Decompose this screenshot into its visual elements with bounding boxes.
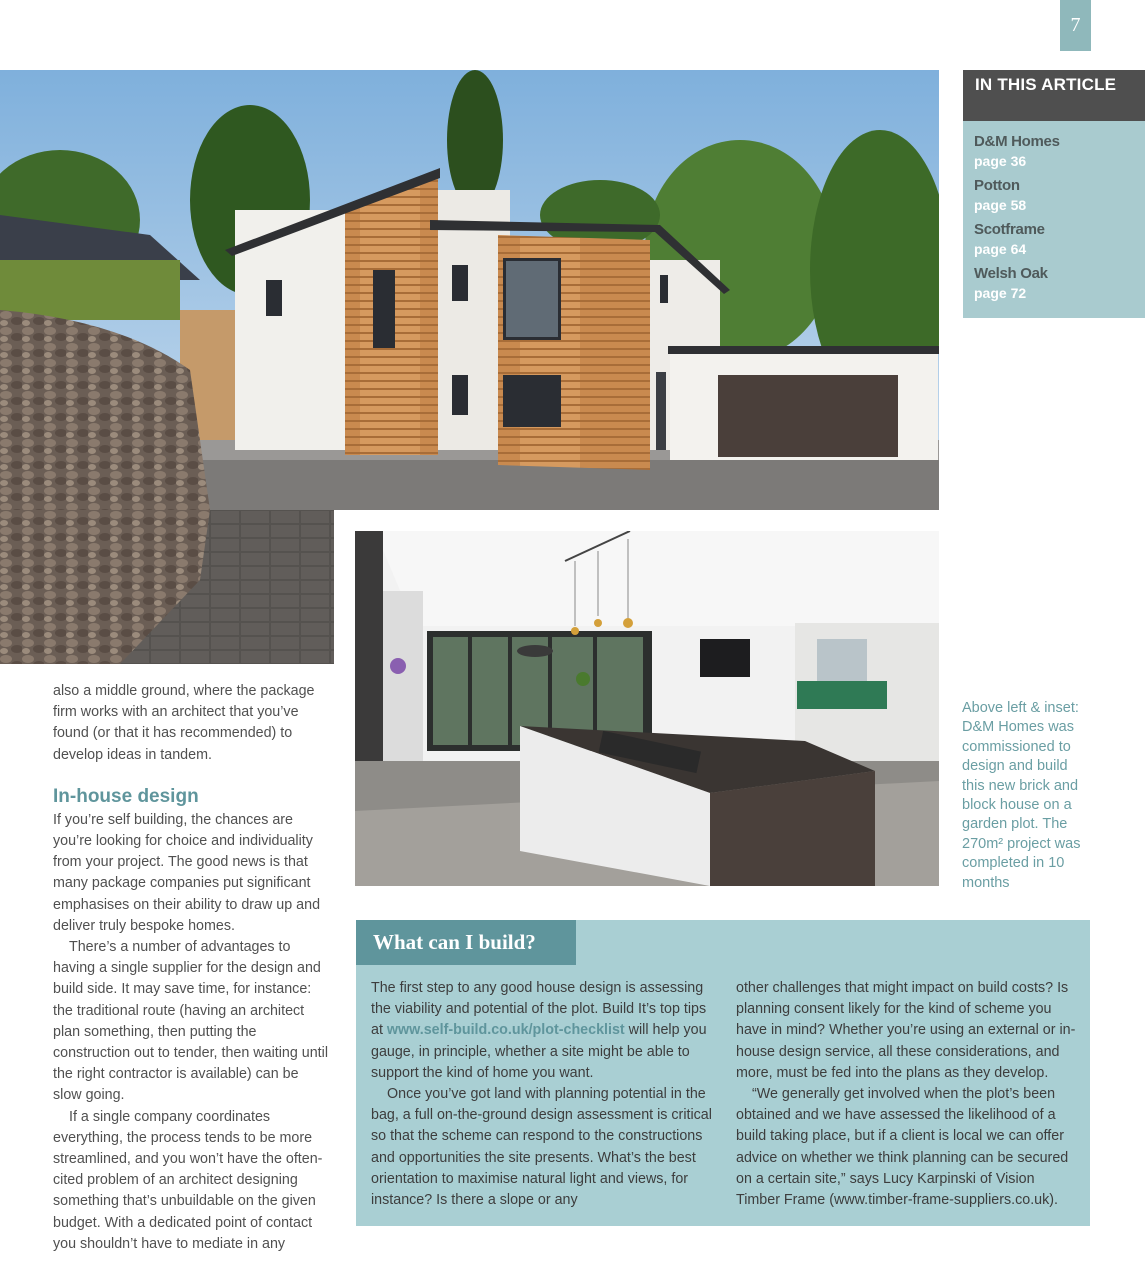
box-paragraph: “We generally get involved when the plot’s been obtained and we have assessed the likelihood of a build taking place, but if a client is local we can offer advice on whether we think planning can be secured on a certain site,” says Lucy Karpinski of Vision Timber Frame (www.timber-frame-suppliers.co.uk).	[736, 1086, 1069, 1209]
sidebar-company: D&M Homes	[974, 133, 1060, 150]
body-paragraph: If a single company coordinates everything, the process tends to be more streamlined, and you won’t have the often-cited problem of an architect designing something that’s unbuildable on the given budget. With a dedicated point of contact you shouldn’t have to mediate in any	[53, 1108, 323, 1252]
sidebar-company: Welsh Oak	[974, 265, 1048, 282]
section-subheading: In-house design	[53, 785, 199, 807]
body-paragraph: There’s a number of advantages to having a single supplier for the design and build side. It may save time, for instance: the traditional route (having an architect plan something, then putting the construction out to tender, then waiting until the right contractor is available) can be slow going.	[53, 939, 328, 1104]
sidebar-title: IN THIS ARTICLE	[963, 70, 1145, 121]
page-number: 7	[1060, 0, 1091, 51]
sidebar-item	[974, 132, 1134, 170]
box-paragraph: other challenges that might impact on build costs? Is planning consent likely for the kind of scheme you have in mind? Whether you’re using an external or in-house design service, all these considerations, and more, must be fed into the plans as they develop.	[736, 980, 1076, 1081]
photo-caption: Above left & inset: D&M Homes was commissioned to design and build this new brick and block house on a garden plot. The 270m² project was completed in 10 months	[962, 700, 1081, 891]
in-this-article-sidebar	[963, 70, 1145, 318]
sidebar-company: Scotframe	[974, 221, 1045, 238]
box-paragraph: Once you’ve got land with planning potential in the bag, a full on-the-ground design assessment is critical so that the scheme can respond to the constructions and opportunities the site presents. What’s the best orientation to maximise natural light and views, for instance? Is there a slope or any	[371, 1086, 712, 1209]
box-title: What can I build?	[356, 920, 576, 965]
sidebar-page-ref: page 72	[974, 285, 1027, 301]
sidebar-page-ref: page 58	[974, 197, 1027, 213]
sidebar-page-ref: page 64	[974, 241, 1027, 257]
box-paragraph	[371, 978, 713, 1084]
kitchen-interior-photo	[355, 531, 939, 886]
sidebar-item	[974, 220, 1134, 258]
what-can-i-build-box	[356, 920, 1090, 1226]
body-paragraph: also a middle ground, where the package firm works with an architect that you’ve found (or that it has recommended) to develop ideas in tandem.	[53, 683, 315, 763]
sidebar-item	[974, 176, 1134, 214]
body-column-left	[53, 681, 328, 1255]
plot-checklist-link[interactable]: www.self-build.co.uk/plot-checklist	[386, 1022, 625, 1039]
sidebar-item	[974, 264, 1134, 302]
box-column-1	[371, 978, 713, 1211]
sidebar-company: Potton	[974, 177, 1020, 194]
box-column-2	[736, 978, 1078, 1211]
sidebar-list	[963, 121, 1145, 318]
body-paragraph: If you’re self building, the chances are you’re looking for choice and individuality from your project. The good news is that many package companies put significant emphasises on their ability to draw up and deliver truly bespoke homes.	[53, 811, 321, 934]
house-exterior-photo	[0, 70, 939, 510]
gabion-wall-photo	[0, 510, 334, 664]
box-text: The first step to any good house design is assessing the viability and potential of the plot. Build It’s top tips at	[371, 980, 707, 1039]
sidebar-page-ref: page 36	[974, 153, 1027, 169]
box-text: will help you gauge, in principle, whether a site might be able to support the kind of home you want.	[371, 1022, 707, 1081]
